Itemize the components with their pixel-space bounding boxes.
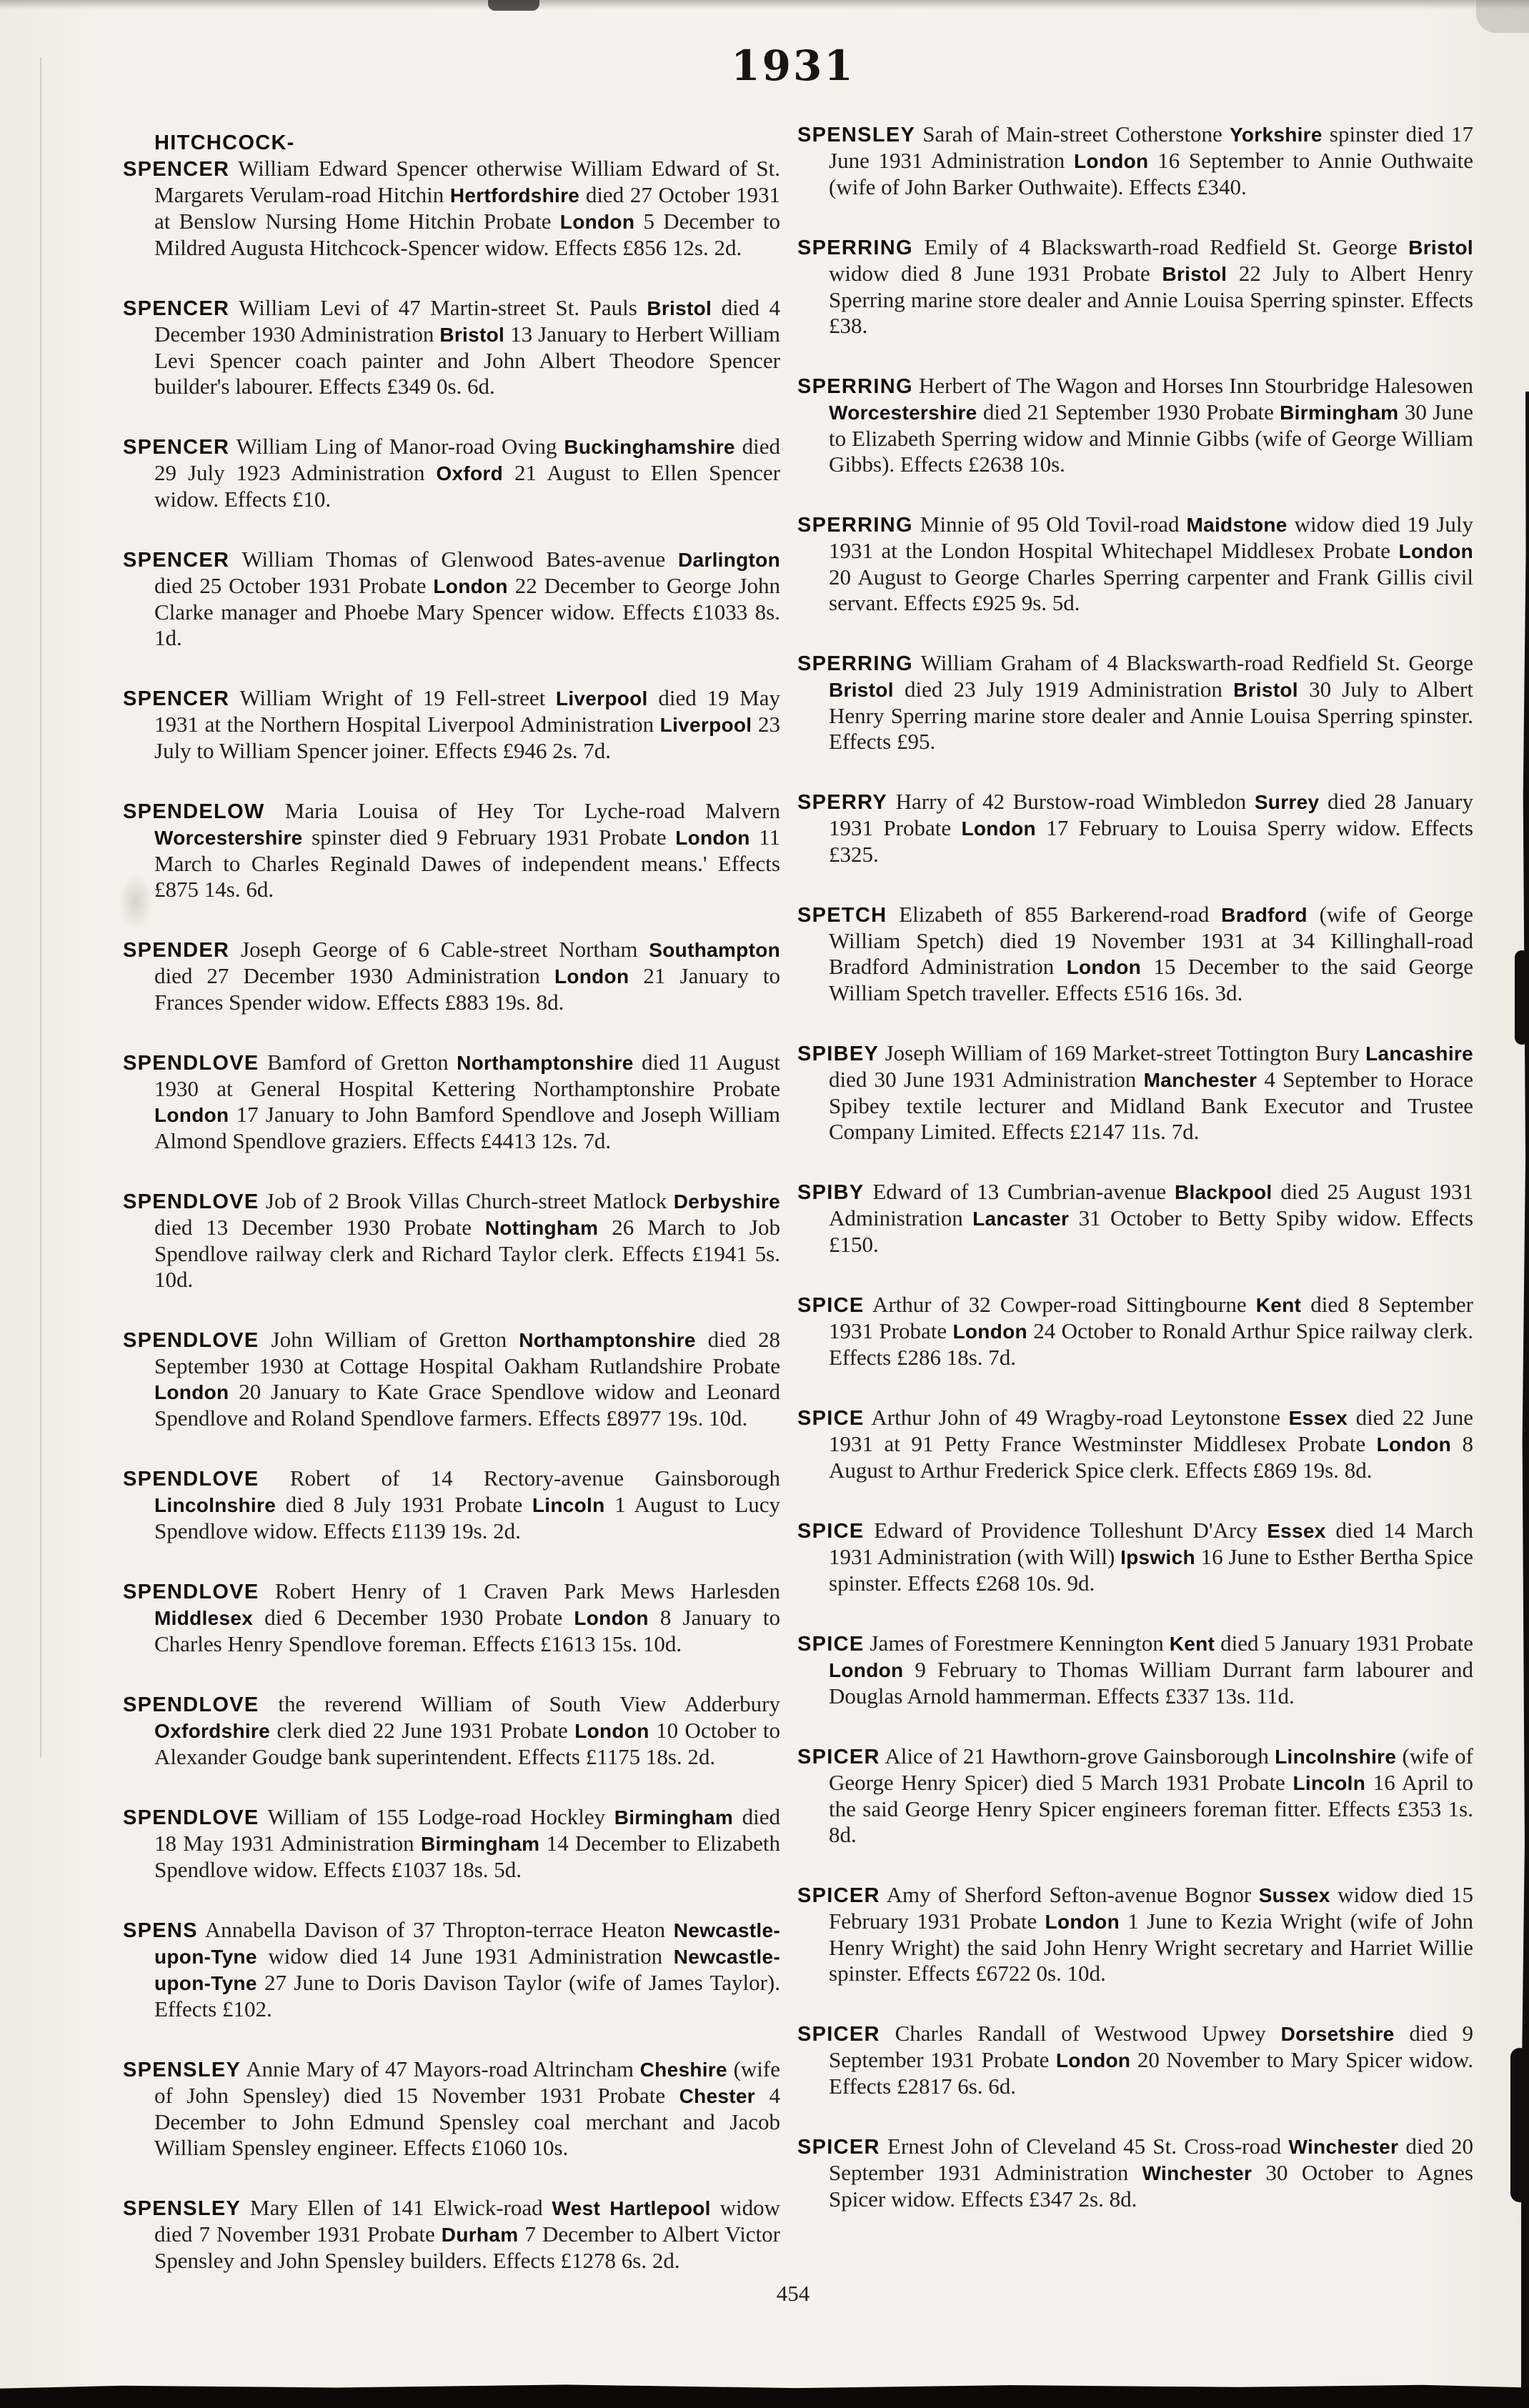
entry-text: 1 August to Lucy Spendlove widow. Effects £1139 19s. 2d. — [154, 1492, 780, 1543]
entry-text: 26 March to Job Spendlove railway clerk and Richard Taylor clerk. Effects £1941 5s. 10d. — [154, 1215, 780, 1292]
probate-entry — [123, 1327, 780, 1431]
probate-entry — [797, 1631, 1473, 1709]
entry-place-bold: Middlesex — [154, 1607, 254, 1629]
entry-text: 15 December to the said George William Spetch traveller. Effects £516 16s. 3d. — [829, 954, 1474, 1005]
entry-place-bold: London — [1398, 540, 1473, 562]
probate-entry — [123, 295, 780, 399]
entry-text: 27 June to Doris Davison Taylor (wife of James Taylor). Effects £102. — [154, 1970, 780, 2021]
probate-entry — [797, 1292, 1473, 1370]
entry-text: 24 October to Ronald Arthur Spice railway clerk. Effects £286 18s. 7d. — [829, 1318, 1473, 1370]
entry-place-bold: Yorkshire — [1229, 124, 1323, 146]
entry-text: widow died 15 February 1931 Probate — [829, 1882, 1473, 1934]
entry-text: widow died 7 November 1931 Probate — [154, 2195, 780, 2247]
entry-surname: SPETCH — [797, 904, 887, 927]
entry-place-bold: Bradford — [1221, 904, 1308, 926]
entry-surname: SPENCER — [123, 549, 230, 572]
entry-text: 23 July to William Spencer joiner. Effects £946 2s. 7d. — [154, 712, 780, 763]
entry-place-bold: Nottingham — [484, 1217, 599, 1239]
probate-entry — [123, 1578, 780, 1657]
entry-surname: SPENDER — [123, 939, 230, 962]
scan-artifact-left-smudge — [119, 873, 153, 930]
entry-text: William Ling of Manor-road Oving — [229, 434, 564, 459]
entry-text: died 14 March 1931 Administration (with Will) — [829, 1518, 1474, 1569]
entry-place-bold: Bristol — [647, 297, 712, 319]
entry-place-bold: Chester — [679, 2085, 755, 2107]
entry-text: William Graham of 4 Blackswarth-road Redfield St. George — [912, 650, 1473, 675]
entry-place-bold: London — [1045, 1911, 1120, 1933]
entry-text: 10 October to Alexander Goudge bank superintendent. Effects £1175 18s. 2d. — [154, 1718, 780, 1769]
entry-place-bold: Kent — [1255, 1294, 1302, 1316]
entry-text: (wife of John Spensley) died 15 November 1931 Probate — [154, 2056, 780, 2108]
entry-text: died 20 September 1931 Administration — [829, 2134, 1473, 2185]
entry-text: died 22 June 1931 at 91 Petty France Westminster Middlesex Probate — [829, 1405, 1473, 1456]
entry-place-bold: Lancashire — [1365, 1043, 1473, 1065]
entry-place-bold: London — [574, 1720, 649, 1742]
entry-place-bold: Winchester — [1142, 2162, 1252, 2184]
entry-surname: SPENCER — [123, 687, 230, 710]
probate-entry — [123, 1050, 780, 1154]
entry-surname: SPIBY — [797, 1181, 865, 1204]
entry-text: Edward of Providence Tolleshunt D'Arcy — [864, 1518, 1267, 1543]
entry-place-bold: Lincoln — [1293, 1772, 1366, 1794]
entry-surname: SPICER — [797, 1884, 880, 1907]
entry-text: William Wright of 19 Fell-street — [229, 685, 556, 710]
entry-text: 11 March to Charles Reginald Dawes of independent means.' Effects £875 14s. 6d. — [154, 825, 780, 902]
entry-place-bold: London — [952, 1320, 1027, 1343]
probate-entry — [797, 1405, 1473, 1483]
entry-place-bold: London — [1066, 956, 1142, 978]
entry-place-bold: Derbyshire — [673, 1190, 780, 1213]
entry-place-bold: Northamptonshire — [457, 1052, 634, 1074]
entry-text: William Thomas of Glenwood Bates-avenue — [229, 547, 678, 572]
entry-place-bold: Winchester — [1288, 2136, 1399, 2158]
entry-place-bold: Surrey — [1254, 791, 1320, 813]
entry-text: 13 January to Herbert William Levi Spencer coach painter and John Albert Theodore Spencer builder's labourer. Effects £349 0s. 6d. — [154, 322, 780, 399]
entry-text: Elizabeth of 855 Barkerend-road — [887, 902, 1222, 927]
entry-surname: SPENSLEY — [797, 124, 916, 146]
entry-text: 1 June to Kezia Wright (wife of John Henry Wright) the said John Henry Wright secretary and Harriet Willie spinster. Effects £6722 0s. 10d. — [829, 1909, 1473, 1986]
entry-place-bold: Essex — [1267, 1520, 1326, 1542]
entry-place-bold: London — [1376, 1433, 1451, 1456]
entry-surname: SPENDLOVE — [123, 1581, 259, 1603]
entry-text: (wife of George William Spetch) died 19 November 1931 at 34 Killinghall-road Bradford Administration — [829, 902, 1473, 979]
entry-text: 4 December to John Edmund Spensley coal merchant and Jacob William Spensley engineer. Effects £1060 10s. — [154, 2083, 781, 2160]
entry-surname: SPENDELOW — [123, 800, 265, 823]
entry-text: Joseph George of 6 Cable-street Northam — [229, 937, 649, 962]
entry-place-bold: Liverpool — [555, 687, 648, 710]
entry-text: Arthur John of 49 Wragby-road Leytonstone — [864, 1405, 1289, 1430]
entry-place-bold: Blackpool — [1174, 1181, 1272, 1203]
entry-text: died 5 January 1931 Probate — [1215, 1631, 1473, 1656]
entry-place-bold: London — [433, 575, 508, 597]
scan-artifact-right-blob — [1515, 950, 1529, 1045]
entry-place-bold: Oxfordshire — [154, 1720, 271, 1742]
entry-text: 21 August to Ellen Spencer widow. Effects £10. — [154, 460, 780, 512]
entry-text: 20 November to Mary Spicer widow. Effects £2817 6s. 6d. — [829, 2047, 1474, 2099]
entry-place-bold: Buckinghamshire — [564, 436, 735, 458]
entry-place-bold: Lincolnshire — [1275, 1746, 1397, 1768]
entry-text: died 27 October 1931 at Benslow Nursing Home Hitchin Probate — [154, 182, 780, 234]
entry-text: William Edward Spencer otherwise William Edward of St. Margarets Verulam-road Hitchin — [154, 156, 780, 207]
left-column — [123, 130, 780, 2308]
probate-entry — [797, 512, 1473, 616]
scan-artifact-left-line — [40, 57, 41, 1758]
entry-text: 16 September to Annie Outhwaite (wife of John Barker Outhwaite). Effects £340. — [829, 148, 1473, 199]
probate-entry — [797, 1743, 1473, 1848]
entry-text: died 8 September 1931 Probate — [829, 1292, 1473, 1343]
entry-text: 4 September to Horace Spibey textile lecturer and Midland Bank Executor and Trustee Company Limited. Effects £2147 11s. 7d. — [829, 1067, 1473, 1144]
entry-text: Minnie of 95 Old Tovil-road — [912, 512, 1187, 537]
entry-text: 22 July to Albert Henry Sperring marine store dealer and Annie Louisa Sperring spinster. Effects £38. — [829, 261, 1474, 338]
entry-surname: SPENDLOVE — [123, 1806, 259, 1829]
entry-text: 7 December to Albert Victor Spensley and John Spensley builders. Effects £1278 6s. 2d. — [154, 2222, 780, 2273]
entry-place-bold: Ipswich — [1120, 1546, 1195, 1568]
entry-place-bold: Kent — [1169, 1633, 1215, 1655]
entry-text: 14 December to Elizabeth Spendlove widow. Effects £1037 18s. 5d. — [154, 1831, 780, 1882]
probate-entry — [123, 547, 780, 651]
scan-artifact-bottom-bar — [0, 2384, 1529, 2408]
entry-text: 8 August to Arthur Frederick Spice clerk. Effects £869 19s. 8d. — [829, 1431, 1473, 1483]
entry-place-bold: Northamptonshire — [519, 1329, 696, 1351]
entry-place-bold: London — [574, 1607, 649, 1629]
entry-text: the reverend William of South View Adderbury — [259, 1691, 780, 1716]
probate-entry — [797, 2021, 1473, 2099]
entry-text: died 6 December 1930 Probate — [253, 1605, 574, 1630]
scan-artifact-top-band — [0, 0, 1529, 9]
entry-place-bold: London — [1055, 2049, 1131, 2071]
right-column — [797, 121, 1473, 2247]
entry-text: died 8 July 1931 Probate — [276, 1492, 532, 1517]
probate-entry — [123, 2195, 780, 2274]
entry-text: died 25 August 1931 Administration — [829, 1179, 1473, 1230]
probate-entry — [123, 434, 780, 512]
entry-place-bold: London — [154, 1104, 229, 1126]
probate-entry — [797, 2134, 1473, 2212]
entry-text: died 28 September 1930 at Cottage Hospital Oakham Rutlandshire Probate — [154, 1327, 780, 1378]
entry-text: William of 155 Lodge-road Hockley — [259, 1804, 614, 1829]
probate-entry — [123, 156, 780, 261]
entry-place-bold: Birmingham — [420, 1833, 540, 1855]
entry-text: died 30 June 1931 Administration — [829, 1067, 1144, 1092]
entry-surname: SPICER — [797, 1746, 880, 1768]
entry-surname: SPIBEY — [797, 1043, 880, 1065]
entry-text: Robert Henry of 1 Craven Park Mews Harlesden — [259, 1578, 780, 1603]
entry-text: died 23 July 1919 Administration — [893, 677, 1234, 702]
entry-surname: SPENDLOVE — [123, 1468, 259, 1491]
entry-text: 20 August to George Charles Sperring carpenter and Frank Gillis civil servant. Effects £925 9s. 5d. — [829, 564, 1473, 615]
entry-text: 9 February to Thomas William Durrant farm labourer and Douglas Arnold hammerman. Effects £337 13s. 11d. — [829, 1657, 1473, 1708]
probate-entry — [123, 685, 780, 764]
entry-place-bold: Maidstone — [1186, 514, 1288, 536]
entry-text: died 27 December 1930 Administration — [154, 963, 554, 988]
entry-text: 16 April to the said George Henry Spicer engineers foreman fitter. Effects £353 1s. 8d. — [829, 1770, 1473, 1847]
entry-place-bold: Cheshire — [639, 2059, 727, 2081]
entry-text: 31 October to Betty Spiby widow. Effects £150. — [829, 1205, 1474, 1257]
entry-surname: SPICE — [797, 1407, 865, 1430]
entry-text: Job of 2 Brook Villas Church-street Matlock — [259, 1188, 674, 1213]
scan-artifact-right-blob2 — [1510, 2048, 1529, 2202]
entry-surname: SPERRING — [797, 237, 913, 259]
entry-place-bold: Essex — [1288, 1407, 1348, 1429]
entry-place-bold: London — [1074, 150, 1149, 172]
probate-entry — [123, 1917, 780, 2022]
entry-text: widow died 19 July 1931 at the London Hospital Whitechapel Middlesex Probate — [829, 512, 1474, 563]
entry-text: Alice of 21 Hawthorn-grove Gainsborough — [880, 1743, 1275, 1768]
entry-text: Herbert of The Wagon and Horses Inn Stourbridge Halesowen — [912, 373, 1473, 398]
entry-place-bold: Southampton — [649, 939, 780, 961]
entry-surname: SPICER — [797, 2136, 880, 2159]
entry-surname: SPENDLOVE — [123, 1052, 259, 1075]
entry-place-bold: Bristol — [829, 679, 894, 701]
entry-place-bold: London — [154, 1381, 229, 1403]
entry-text: (wife of George Henry Spicer) died 5 March 1931 Probate — [829, 1743, 1473, 1795]
entry-surname: SPENSLEY — [123, 2197, 241, 2220]
probate-entry — [797, 1882, 1473, 1986]
entry-place-bold: Newcastle-upon-Tyne — [154, 1946, 780, 1994]
entry-surname: SPENSLEY — [123, 2059, 241, 2081]
entry-place-bold: London — [829, 1659, 904, 1681]
scan-artifact-top-smudge — [488, 0, 539, 11]
year-header: 1931 — [731, 41, 855, 90]
entry-text: John William of Gretton — [259, 1327, 519, 1352]
entry-surname: SPICE — [797, 1633, 865, 1656]
probate-entry — [797, 1518, 1473, 1596]
entry-text: 30 June to Elizabeth Sperring widow and Minnie Gibbs (wife of George William Gibbs). Effects £2638 10s. — [829, 399, 1473, 477]
entry-place-bold: Manchester — [1143, 1069, 1257, 1091]
entry-surname: SPENCER — [123, 297, 230, 320]
probate-entry — [797, 1040, 1473, 1145]
entry-place-bold: Durham — [441, 2224, 519, 2246]
entry-surname-lead: HITCHCOCK- — [154, 131, 295, 154]
entry-surname: SPERRING — [797, 652, 913, 675]
entry-surname: SPICER — [797, 2023, 880, 2046]
entry-text: Harry of 42 Burstow-road Wimbledon — [887, 789, 1255, 814]
entry-text: Bamford of Gretton — [259, 1050, 457, 1075]
entry-text: spinster died 17 June 1931 Administration — [829, 121, 1473, 173]
entry-text: Maria Louisa of Hey Tor Lyche-road Malvern — [264, 798, 780, 823]
probate-entry — [797, 234, 1473, 339]
probate-entry — [123, 2056, 780, 2161]
entry-surname: SPICE — [797, 1520, 865, 1543]
entry-text: Annie Mary of 47 Mayors-road Altrincham — [241, 2056, 640, 2081]
probate-entry — [797, 121, 1473, 200]
probate-entry — [797, 373, 1473, 477]
probate-entry — [123, 1804, 780, 1883]
entry-text: Ernest John of Cleveland 45 St. Cross-road — [880, 2134, 1289, 2159]
entry-surname: SPENDLOVE — [123, 1693, 259, 1716]
entry-text: Joseph William of 169 Market-street Tottington Bury — [879, 1040, 1366, 1065]
entry-place-bold: Newcastle-upon-Tyne — [154, 1919, 780, 1968]
entry-place-bold: Liverpool — [659, 714, 752, 736]
entry-place-bold: Bristol — [1162, 263, 1227, 285]
entry-text: widow died 8 June 1931 Probate — [829, 261, 1162, 286]
entry-text: died 9 September 1931 Probate — [829, 2021, 1474, 2072]
entry-place-bold: Birmingham — [1280, 402, 1399, 424]
entry-text: Robert of 14 Rectory-avenue Gainsborough — [259, 1466, 780, 1491]
entry-text: died 13 December 1930 Probate — [154, 1215, 485, 1240]
entry-place-bold: Worcestershire — [829, 402, 977, 424]
entry-text: Mary Ellen of 141 Elwick-road — [241, 2195, 552, 2220]
probate-entry — [797, 902, 1473, 1006]
entry-text: died 11 August 1930 at General Hospital Kettering Northamptonshire Probate — [154, 1050, 780, 1101]
probate-entry — [797, 1179, 1473, 1258]
entry-text: died 21 September 1930 Probate — [977, 399, 1280, 424]
probate-entry — [123, 937, 780, 1015]
entry-place-bold: London — [961, 817, 1036, 840]
entry-surname: SPENS — [123, 1919, 198, 1942]
entry-surname: SPICE — [797, 1294, 865, 1317]
entry-text: 5 December to Mildred Augusta Hitchcock-Spencer widow. Effects £856 12s. 2d. — [154, 209, 780, 260]
probate-entry — [123, 1188, 780, 1293]
entry-surname: SPENCER — [123, 436, 230, 459]
entry-place-bold: Birmingham — [614, 1806, 734, 1829]
entry-place-bold: London — [554, 965, 629, 987]
entry-text: Sarah of Main-street Cotherstone — [915, 121, 1230, 146]
entry-place-bold: Sussex — [1258, 1884, 1330, 1906]
entry-text: clerk died 22 June 1931 Probate — [270, 1718, 575, 1743]
entry-text: Arthur of 32 Cowper-road Sittingbourne — [864, 1292, 1256, 1317]
scan-artifact-top-right — [1476, 0, 1529, 33]
entry-text: Edward of 13 Cumbrian-avenue — [864, 1179, 1175, 1204]
page-number: 454 — [776, 2281, 810, 2306]
entry-place-bold: Darlington — [678, 549, 780, 571]
entry-place-bold: Lancaster — [972, 1208, 1070, 1230]
entry-text: 17 February to Louisa Sperry widow. Effects £325. — [829, 815, 1473, 867]
entry-text: died 4 December 1930 Administration — [154, 295, 780, 347]
entry-text: William Levi of 47 Martin-street St. Pauls — [229, 295, 647, 320]
entry-surname: SPENDLOVE — [123, 1190, 259, 1213]
entry-place-bold: Hertfordshire — [449, 184, 580, 207]
probate-entry — [123, 798, 780, 902]
entry-text: Emily of 4 Blackswarth-road Redfield St. George — [912, 234, 1409, 259]
entry-place-bold: Oxford — [436, 462, 504, 484]
entry-text: died 25 October 1931 Probate — [154, 573, 434, 598]
entry-place-bold: London — [675, 827, 750, 849]
entry-text: died 19 May 1931 at the Northern Hospital Liverpool Administration — [154, 685, 780, 737]
entry-surname: SPENDLOVE — [123, 1329, 259, 1352]
entry-surname: SPERRING — [797, 375, 913, 398]
entry-text: 17 January to John Bamford Spendlove and Joseph William Almond Spendlove graziers. Effects £4413 12s. 7d. — [154, 1102, 780, 1153]
entry-place-bold: Bristol — [1408, 237, 1473, 259]
entry-text: Annabella Davison of 37 Thropton-terrace Heaton — [197, 1917, 674, 1942]
entry-text: 21 January to Frances Spender widow. Effects £883 19s. 8d. — [154, 963, 780, 1015]
entry-text: Charles Randall of Westwood Upwey — [880, 2021, 1281, 2046]
probate-entry — [797, 789, 1473, 867]
entry-text: died 28 January 1931 Probate — [829, 789, 1473, 840]
entry-text: 20 January to Kate Grace Spendlove widow and Leonard Spendlove and Roland Spendlove farmers. Effects £8977 19s. 10d. — [154, 1379, 780, 1431]
entry-surname: SPERRY — [797, 791, 887, 814]
entry-text: 16 June to Esther Bertha Spice spinster. Effects £268 10s. 9d. — [829, 1544, 1473, 1596]
entry-place-bold: Worcestershire — [154, 827, 303, 849]
entry-place-bold: West Hartlepool — [552, 2197, 711, 2219]
probate-entry — [797, 650, 1473, 755]
entry-place-bold: Bristol — [1233, 679, 1298, 701]
entry-text: James of Forestmere Kennington — [864, 1631, 1170, 1656]
entry-surname: SPERRING — [797, 514, 913, 537]
entry-place-bold: London — [559, 211, 635, 233]
entry-text: 30 October to Agnes Spicer widow. Effects £347 2s. 8d. — [829, 2160, 1473, 2212]
entry-place-bold: Lincoln — [532, 1494, 605, 1516]
entry-text: 30 July to Albert Henry Sperring marine store dealer and Annie Louisa Sperring spinster. Effects £95. — [829, 677, 1473, 754]
entry-text: died 29 July 1923 Administration — [154, 434, 780, 485]
entry-place-bold: Dorsetshire — [1280, 2023, 1395, 2045]
entry-text: 22 December to George John Clarke manager and Phoebe Mary Spencer widow. Effects £1033 8s. 1d. — [154, 573, 780, 650]
entry-text: spinster died 9 February 1931 Probate — [302, 825, 676, 850]
entry-text: widow died 14 June 1931 Administration — [257, 1944, 674, 1969]
entry-place-bold: Lincolnshire — [154, 1494, 277, 1516]
entry-text: Amy of Sherford Sefton-avenue Bognor — [880, 1882, 1259, 1907]
entry-place-bold: Bristol — [439, 324, 505, 346]
probate-entry — [123, 1466, 780, 1544]
entry-text: 8 January to Charles Henry Spendlove foreman. Effects £1613 15s. 10d. — [154, 1605, 780, 1656]
entry-text: died 18 May 1931 Administration — [154, 1804, 780, 1856]
entry-surname: SPENCER — [123, 158, 230, 181]
probate-entry — [123, 1691, 780, 1770]
